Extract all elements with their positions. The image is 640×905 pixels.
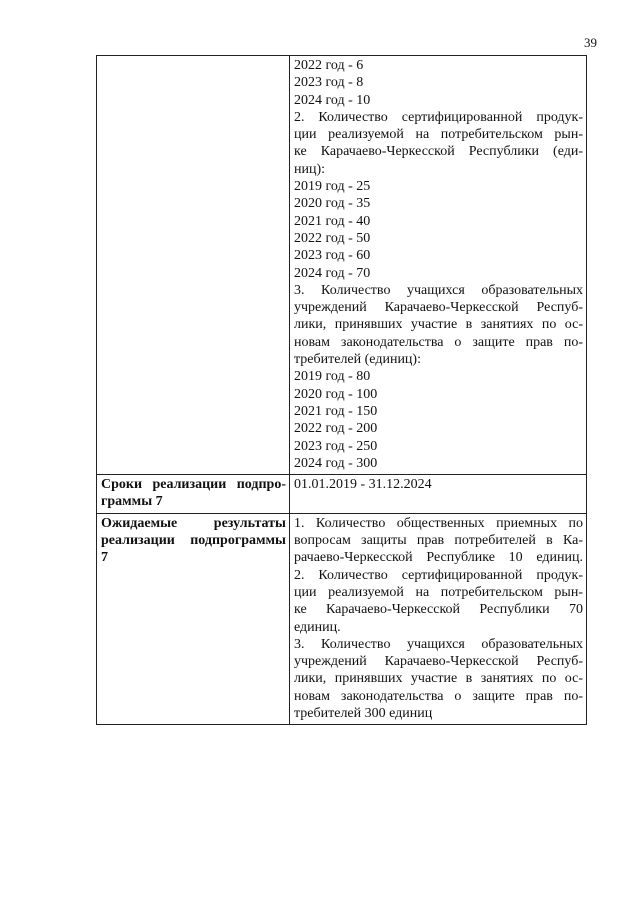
row-content-cell [290, 56, 587, 475]
passport-table [96, 55, 587, 725]
text-line: Сроки реализации подпро- [101, 477, 286, 493]
text-line: вопросам защиты прав потребителей в Ка- [294, 533, 583, 549]
text-line: требителей (единиц): [294, 352, 421, 368]
text-line: ции реализуемой на потребительском рын- [294, 584, 583, 600]
text-line: новам законодательства о защите прав по- [294, 688, 583, 704]
text-line: новам законодательства о защите прав по- [294, 334, 583, 350]
row-content-cell [290, 475, 587, 514]
text-line: 3. Количество учащихся образовательных [294, 282, 583, 298]
row-label-cell [97, 513, 290, 725]
table-row [97, 56, 587, 475]
text-line: граммы 7 [101, 494, 163, 510]
text-line: 2020 год - 100 [294, 386, 378, 402]
text-line: 2023 год - 60 [294, 248, 371, 264]
text-line: 2022 год - 50 [294, 230, 371, 246]
text-line: учреждений Карачаево-Черкесской Респуб- [294, 654, 583, 670]
page-number: 39 [584, 35, 597, 50]
row-label-cell [97, 475, 290, 514]
text-line: 2021 год - 150 [294, 403, 378, 419]
text-line: 2022 год - 200 [294, 421, 378, 437]
text-line: 2. Количество сертифицированной продук- [294, 567, 583, 583]
text-line: ке Карачаево-Черкесской Республики (еди- [294, 144, 583, 160]
text-line: рачаево-Черкесской Республике 10 единиц. [294, 550, 583, 566]
text-line: 2019 год - 25 [294, 179, 371, 195]
text-line: 2021 год - 40 [294, 213, 371, 229]
row-content-cell [290, 513, 587, 725]
text-line: учреждений Карачаево-Черкесской Респуб- [294, 300, 583, 316]
table-row [97, 475, 587, 514]
text-line: лики, принявших участие в занятиях по ос- [294, 671, 583, 687]
text-line: 3. Количество учащихся образовательных [294, 636, 583, 652]
text-line: 2020 год - 35 [294, 196, 371, 212]
text-line: 2024 год - 300 [294, 455, 378, 471]
text-line: 2019 год - 80 [294, 369, 371, 385]
text-line: реализации подпрограммы [101, 533, 286, 549]
text-line: 01.01.2019 - 31.12.2024 [294, 477, 432, 493]
text-line: единиц. [294, 619, 341, 635]
text-line: ке Карачаево-Черкесской Республики 70 [294, 602, 583, 618]
text-line: Ожидаемые результаты [101, 515, 286, 531]
text-line: лики, принявших участие в занятиях по ос- [294, 317, 583, 333]
text-line: ниц): [294, 161, 326, 177]
table-row [97, 513, 587, 725]
text-line: ции реализуемой на потребительском рын- [294, 127, 583, 143]
text-line: 2. Количество сертифицированной продук- [294, 109, 583, 125]
text-line: требителей 300 единиц [294, 705, 433, 721]
text-line: 2022 год - 6 [294, 58, 364, 73]
text-line: 2024 год - 70 [294, 265, 371, 281]
text-line: 1. Количество общественных приемных по [294, 515, 583, 531]
text-line: 7 [101, 550, 108, 566]
text-line: 2023 год - 250 [294, 438, 378, 454]
text-line: 2023 год - 8 [294, 75, 364, 91]
row-label-cell [97, 56, 290, 475]
text-line: 2024 год - 10 [294, 92, 371, 108]
